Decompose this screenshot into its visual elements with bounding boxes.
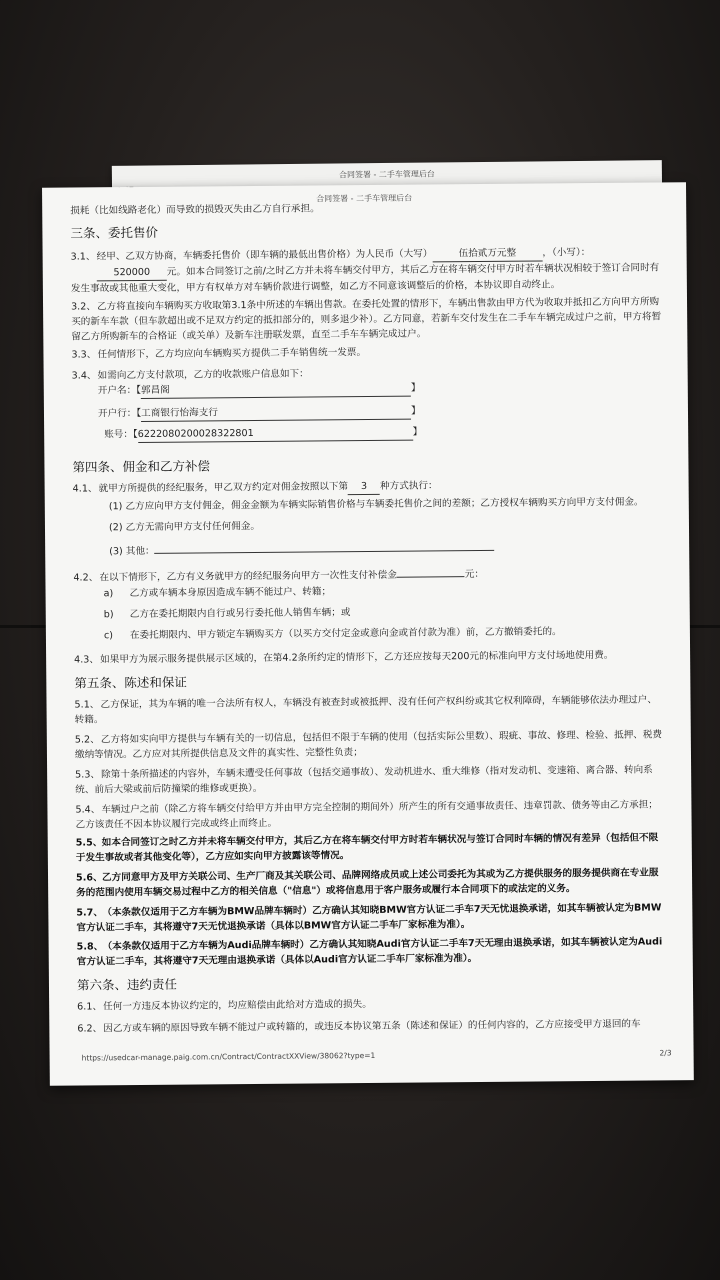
clause-text: 如本合同签订之时乙方并未将车辆交付甲方，其后乙方在将车辆交付甲方时若车辆状况与签订合同时车辆的情况有差异（包括但不限于发生事故或者其他变化等），乙方应如实向甲方披露该等情况。 — [75, 832, 659, 864]
clause-text: 乙方将如实向甲方提供与车辆有关的一切信息，包括但不限于车辆的使用（包括实际公里数）、瑕疵、事故、修理、检验、抵押、税费缴纳等情况。乙方应对其所提供信息及文件的真实性、完整性负责； — [74, 729, 663, 761]
clause-num: 3.2、 — [71, 301, 96, 313]
clause-text: 种方式执行： — [380, 480, 438, 492]
clause-5-5 — [76, 830, 666, 865]
clause-3-3 — [71, 342, 661, 362]
clause-text: 元： — [464, 568, 485, 581]
clause-text: 因乙方或车辆的原因导致车辆不能过户或转籍的，或违反本协议第五条（陈述和保证）的任何内容的，乙方应接受甲方退回的车 — [103, 1018, 641, 1035]
clause-text: 元。如本合同签订之前/之时乙方并未将车辆交付甲方，其后乙方在将车辆交付甲方时若车辆状况相较于签订合同时有发生事故或其他重大变化，甲方有权单方对车辆价款进行调整，如乙方不同意该调整后的价格，本协议即自动终止。 — [70, 262, 660, 295]
item-text: 乙方在委托期限内自行或另行委托他人销售车辆；或 — [129, 607, 351, 621]
clause-5-4 — [75, 797, 665, 832]
bank-label: 开户行： — [97, 407, 137, 420]
account-name-value: 郭昌阁 — [141, 381, 411, 399]
clause-5-6 — [76, 865, 666, 900]
bank-row: 开户行：【工商银行怡海支行 】 — [98, 404, 421, 423]
clause-text: （本条款仅适用于乙方车辆为BMW品牌车辆时）乙方确认其知晓BMW官方认证二手车7天无忧退换承诺，如其车辆被认定为BMW官方认证二手车，其将遵守7天无忧退换承诺（具体以BMW官方认证二手车厂家标准为准）。 — [76, 902, 662, 934]
clause-5-2 — [75, 727, 665, 762]
clause-num: 3.4、 — [71, 370, 97, 382]
clause-num: 3.1、 — [70, 251, 96, 263]
item-label: c) — [103, 630, 114, 642]
commission-choice: 3 — [348, 479, 380, 495]
account-no-value: 6222080200028322801 — [138, 425, 413, 443]
clause-text: 如需向乙方支付款项，乙方的收款账户信息如下： — [97, 368, 309, 382]
bank-value: 工商银行怡海支行 — [141, 404, 411, 422]
clause-num: 3.3、 — [71, 349, 97, 361]
clause-5-8 — [77, 934, 667, 969]
clause-num: 5.1、 — [74, 699, 100, 711]
clause-text: （本条款仅适用于乙方车辆为Audi品牌车辆时）乙方确认其知晓Audi官方认证二手车7天无理由退换承诺，如其车辆被认定为Audi官方认证二手车，其将遵守7天无理由退换承诺（具体以Audi官方认证二手车厂家标准为准）。 — [76, 936, 663, 968]
clause-text: 经甲、乙双方协商，车辆委托售价（即车辆的最低出售价格）为人民币（大写） — [96, 248, 433, 263]
option-3 — [109, 536, 669, 559]
option-3-blank — [155, 538, 495, 554]
back-sheet-header: 合同签署 - 二手车管理后台 — [338, 169, 435, 180]
clause-text: 任何情形下，乙方均应向车辆购买方提供二手车销售统一发票。 — [97, 346, 367, 361]
clause-text: 乙方同意甲方及甲方关联公司、生产厂商及其关联公司、品牌网络成员或上述公司委托为其或为乙方提供服务的服务提供商在专业服务的范围内使用车辆交易过程中乙方的相关信息（"信息"）或将信息用于客户服务或履行本合同项下的或法定的义务。 — [76, 867, 659, 899]
item-text: 在委托期限内、甲方锁定车辆购买方（以买方交付定金或意向金或首付款为准）前，乙方撤销委托的。 — [129, 626, 562, 642]
clause-text: 就甲方所提供的经纪服务，甲乙双方约定对佣金按照以下第 — [98, 481, 349, 495]
clause-num: 5.7、 — [76, 907, 103, 919]
clause-5-7 — [76, 900, 666, 935]
clause-text: 任何一方违反本协议约定的，均应赔偿由此给对方造成的损失。 — [103, 998, 372, 1013]
clause-num: 6.1、 — [77, 1001, 103, 1013]
clause-5-3 — [75, 762, 665, 797]
item-b — [104, 602, 664, 622]
clause-num: 4.2、 — [73, 572, 99, 584]
account-no-row: 账号：【6222080200028322801 】 — [104, 425, 422, 444]
carryover-text: 损耗（比如线路老化）而导致的损毁灭失由乙方自行承担。 — [70, 203, 320, 217]
section-3-title: 三条、委托售价 — [70, 224, 158, 241]
clause-num: 5.4、 — [75, 804, 101, 816]
footer-url: https://usedcar-manage.paig.com.cn/Contract/ContractXXView/38062?type=1 — [81, 1050, 376, 1063]
clause-num: 6.2、 — [77, 1023, 103, 1035]
option-3-text: (3) 其他： — [109, 545, 155, 558]
item-label: a) — [103, 588, 114, 600]
item-c — [104, 623, 664, 643]
clause-text: 车辆过户之前（除乙方将车辆交付给甲方并由甲方完全控制的期间外）所产生的所有交通事故责任、违章罚款、债务等由乙方承担；乙方该责任不因本协议履行完成或终止而终止。 — [75, 799, 658, 831]
item-text: 乙方或车辆本身原因造成车辆不能过户、转籍； — [129, 586, 332, 600]
option-1: (1) 乙方应向甲方支付佣金，佣金金额为车辆实际销售价格与车辆委托售价之间的差额；乙方授权车辆购买方向甲方支付佣金。 — [108, 496, 644, 513]
clause-6-2 — [77, 1016, 677, 1036]
clause-5-1 — [74, 692, 664, 727]
price-upper: 伍拾贰万元整 — [432, 245, 542, 262]
clause-6-1 — [77, 994, 667, 1014]
clause-text: 如果甲方为展示服务提供展示区域的，在第4.2条所约定的情形下，乙方还应按每天200元的标准向甲方支付场地使用费。 — [100, 649, 614, 666]
clause-num: 5.3、 — [75, 769, 101, 781]
page-header: 合同签署 - 二手车管理后台 — [316, 193, 413, 204]
clause-num: 4.1、 — [72, 483, 98, 495]
section-4-title: 第四条、佣金和乙方补偿 — [72, 458, 211, 475]
clause-num: 5.6、 — [75, 872, 103, 884]
option-2: (2) 乙方无需向甲方支付任何佣金。 — [108, 520, 260, 534]
clause-3-1 — [71, 244, 661, 296]
clause-text: 乙方保证，其为车辆的唯一合法所有权人，车辆没有被查封或被抵押、没有任何产权纠纷或其它权利障碍，车辆能够依法办理过户、转籍。 — [74, 694, 657, 726]
clause-num: 5.8、 — [76, 941, 104, 953]
compensation-blank — [397, 564, 465, 578]
page-number: 2/3 — [659, 1048, 672, 1058]
section-5-title: 第五条、陈述和保证 — [74, 674, 187, 691]
clause-num: 4.3、 — [74, 654, 100, 666]
account-name-row: 开户名：【郭昌阁 】 — [98, 381, 421, 400]
clause-text: 乙方将直接向车辆购买方收取第3.1条中所述的车辆出售款。在委托处置的情形下，车辆出售款由甲方代为收取并抵扣乙方向甲方所购买的新车车款（但车款超出或不足双方约定的抵扣部分的，则多退少补）。乙方同意，若新车交付发生在二手车车辆完成过户之前，甲方将暂留乙方所购新车的合格证（或关单）及新车注册联发票，直至二手车车辆完成过户。 — [71, 296, 662, 343]
clause-text: ，（小写）： — [542, 247, 591, 259]
clause-num: 5.5、 — [75, 837, 103, 849]
price-lower: 520000 — [97, 265, 167, 282]
clause-text: 除第十条所描述的内容外，车辆未遭受任何事故（包括交通事故）、发动机进水、重大维修（指对发动机、变速箱、离合器、转向系统、前后大梁或前后防撞梁的维修或更换）。 — [75, 764, 653, 796]
clause-3-2 — [71, 294, 661, 344]
item-label: b) — [103, 609, 114, 621]
clause-4-3 — [74, 647, 664, 667]
account-no-label: 账号： — [104, 429, 133, 441]
clause-num: 5.2、 — [74, 734, 100, 746]
contract-page — [42, 182, 694, 1086]
clause-text: 在以下情形下，乙方有义务就甲方的经纪服务向甲方一次性支付补偿金 — [99, 569, 397, 584]
section-6-title: 第六条、违约责任 — [76, 976, 178, 993]
account-name-label: 开户名： — [97, 384, 137, 397]
